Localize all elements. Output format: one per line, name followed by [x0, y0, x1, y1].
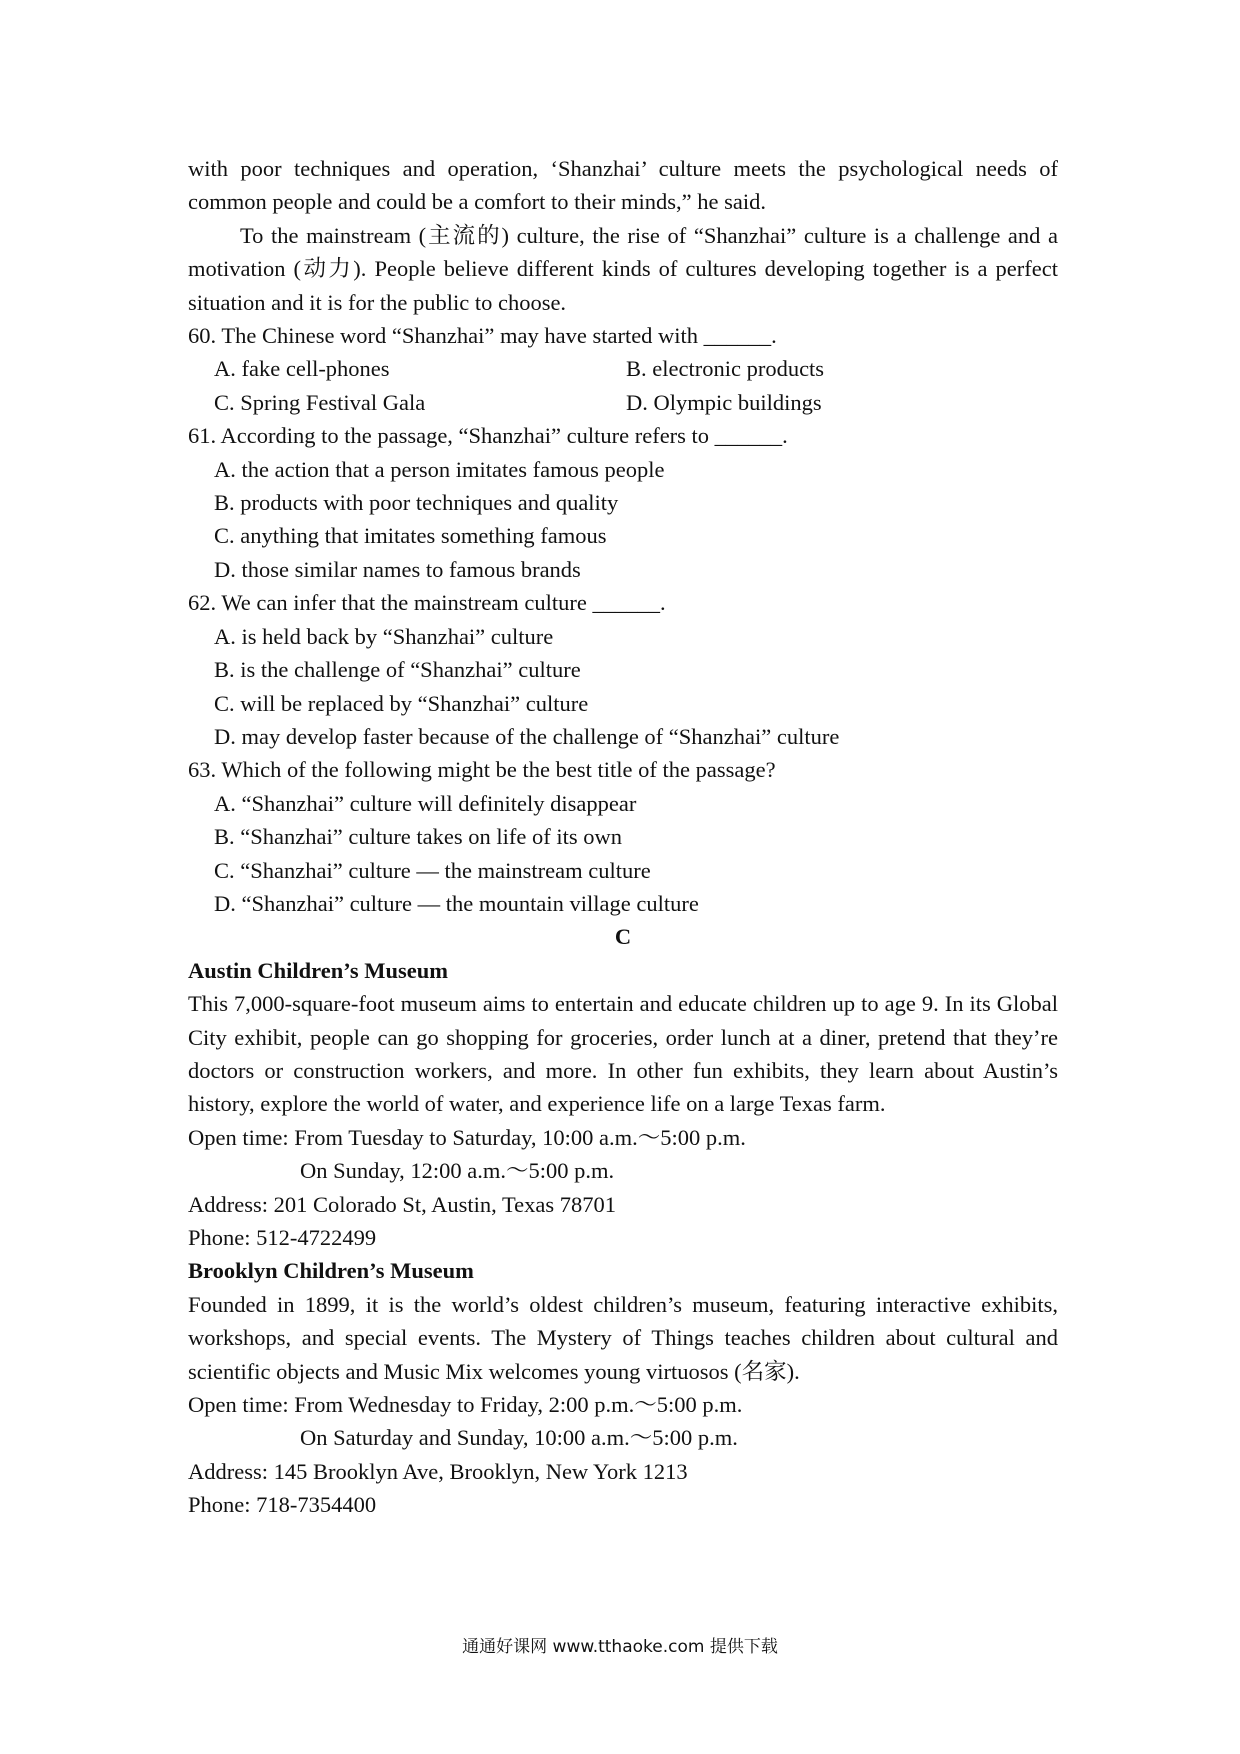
- option-d: D. “Shanzhai” culture — the mountain village culture: [214, 890, 699, 916]
- option-d: D. Olympic buildings: [626, 389, 822, 415]
- museum-entry-brooklyn: [188, 1254, 1058, 1521]
- option-d: D. may develop faster because of the challenge of “Shanzhai” culture: [214, 723, 840, 749]
- question-stem: 60. The Chinese word “Shanzhai” may have started with ______.: [188, 323, 777, 349]
- option-a: A. is held back by “Shanzhai” culture: [214, 623, 554, 649]
- museum-description: This 7,000-square-foot museum aims to entertain and educate children up to age 9. In its Global City exhibit, people can go shopping for groceries, order lunch at a diner, pretend that they’re doctors or construction workers, and more. In other fun exhibits, they learn about Austin’s history, explore the world of water, and experience life on a large Texas farm.: [188, 991, 1058, 1117]
- museum-open-time-extra: On Sunday, 12:00 a.m.～5:00 p.m.: [300, 1158, 615, 1184]
- question-stem: 62. We can infer that the mainstream culture ______.: [188, 590, 666, 616]
- passage-paragraph: with poor techniques and operation, ‘Shanzhai’ culture meets the psychological needs of common people and could be a comfort to their minds,” he said.: [188, 156, 1058, 215]
- option-row: [214, 386, 1058, 419]
- option-b: B. is the challenge of “Shanzhai” culture: [214, 657, 581, 683]
- option-b: B. products with poor techniques and quality: [214, 490, 619, 516]
- option-b: B. electronic products: [626, 356, 825, 382]
- option-row: [214, 352, 1058, 385]
- option-c: C. “Shanzhai” culture — the mainstream culture: [214, 857, 651, 883]
- option-b: B. “Shanzhai” culture takes on life of its own: [214, 824, 623, 850]
- option-a: A. the action that a person imitates famous people: [214, 456, 665, 482]
- page-footer: 通通好课网 www.tthaoke.com 提供下载: [462, 1637, 778, 1657]
- museum-address: Address: 145 Brooklyn Ave, Brooklyn, New York 1213: [188, 1458, 688, 1484]
- question-61: [188, 419, 1058, 586]
- museum-phone: Phone: 512-4722499: [188, 1225, 377, 1250]
- option-a: A. fake cell-phones: [214, 356, 390, 382]
- museum-phone: Phone: 718-7354400: [188, 1492, 377, 1518]
- museum-open-time: Open time: From Wednesday to Friday, 2:00 p.m.～5:00 p.m.: [188, 1392, 743, 1418]
- museum-name: Austin Children’s Museum: [188, 957, 449, 983]
- museum-open-time: Open time: From Tuesday to Saturday, 10:00 a.m.～5:00 p.m.: [188, 1124, 746, 1150]
- question-stem: 61. According to the passage, “Shanzhai” culture refers to ______.: [188, 423, 788, 449]
- passage-paragraph: To the mainstream (主流的) culture, the rise of “Shanzhai” culture is a challenge and a motivation (动力). People believe different kinds of cultures developing together is a perfect situation and it is for the public to choose.: [188, 222, 1058, 315]
- question-63: [188, 753, 1058, 920]
- option-d: D. those similar names to famous brands: [214, 556, 581, 582]
- museum-address: Address: 201 Colorado St, Austin, Texas 78701: [188, 1191, 617, 1217]
- question-stem: 63. Which of the following might be the best title of the passage?: [188, 757, 776, 783]
- museum-entry-austin: [188, 954, 1058, 1255]
- museum-open-time-extra: On Saturday and Sunday, 10:00 a.m.～5:00 p.m.: [300, 1425, 738, 1451]
- museum-description: Founded in 1899, it is the world’s oldest children’s museum, featuring interactive exhibits, workshops, and special events. The Mystery of Things teaches children about cultural and scientific objects and Music Mix welcomes young virtuosos (名家).: [188, 1291, 1058, 1384]
- option-c: C. Spring Festival Gala: [214, 389, 426, 415]
- question-60: [188, 319, 1058, 419]
- option-c: C. will be replaced by “Shanzhai” culture: [214, 690, 589, 716]
- option-c: C. anything that imitates something famous: [214, 523, 607, 549]
- question-62: [188, 586, 1058, 753]
- document-page: [188, 152, 1058, 1522]
- museum-name: Brooklyn Children’s Museum: [188, 1258, 474, 1284]
- section-heading: C: [614, 924, 632, 950]
- option-a: A. “Shanzhai” culture will definitely disappear: [214, 790, 637, 816]
